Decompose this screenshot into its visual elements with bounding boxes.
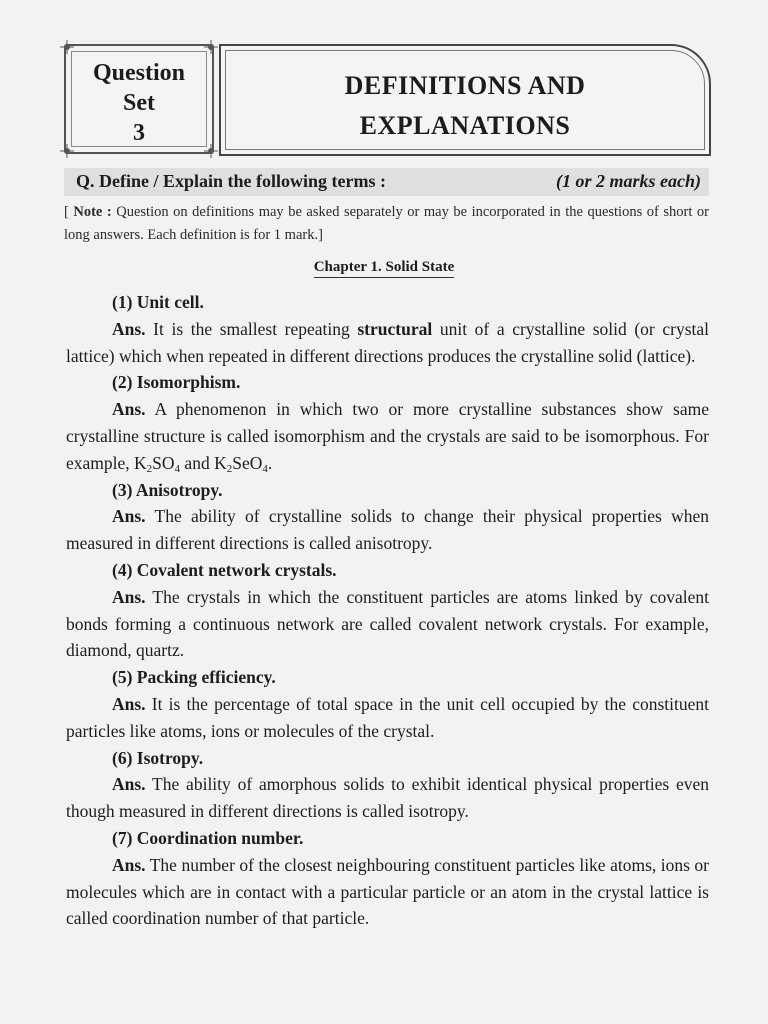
chapter-title: Chapter 1. Solid State bbox=[314, 259, 455, 278]
note-text: Question on definitions may be asked separately or may be incorporated in the questions of short or long answers. Each definition is for 1 mark.] bbox=[64, 204, 709, 243]
formula-subscript: 4 bbox=[174, 462, 181, 475]
formula-k2seo4 bbox=[214, 453, 268, 473]
ornament-corner-icon bbox=[60, 40, 74, 54]
answer-text: The ability of amorphous solids to exhibit identical physical properties even though measured in different directions is called isotropy. bbox=[66, 774, 709, 822]
answer-paragraph bbox=[66, 584, 709, 664]
page-title bbox=[221, 66, 709, 146]
formula-k2so4 bbox=[134, 453, 180, 473]
answer-paragraph bbox=[66, 691, 709, 745]
question-instruction: Q. Define / Explain the following terms : bbox=[76, 171, 386, 191]
formula-part: SO bbox=[152, 452, 175, 473]
note-paragraph bbox=[64, 201, 709, 247]
question-bar bbox=[64, 168, 709, 196]
answer-label: Ans. bbox=[112, 506, 146, 527]
ornament-corner-icon bbox=[204, 40, 218, 54]
answer-paragraph bbox=[66, 852, 709, 932]
answer-text: unit of a crystalline solid (or crystal lattice) which when repeated in different directions produces the crystalline solid (lattice). bbox=[66, 318, 709, 366]
title-line-2: EXPLANATIONS bbox=[359, 111, 571, 140]
answer-paragraph bbox=[66, 316, 709, 370]
qset-line-3: 3 bbox=[133, 120, 145, 146]
answer-label: Ans. bbox=[112, 399, 146, 420]
answer-text: and bbox=[180, 452, 215, 473]
answer-bold-word: structural bbox=[357, 318, 433, 339]
term-heading: (5) Packing efficiency. bbox=[112, 667, 276, 688]
answer-text: A phenomenon in which two or more crystalline substances show same crystalline structure is called isomorphism and the crystals are said to be isomorphous. For example, bbox=[66, 399, 709, 473]
term-heading: (3) Anisotropy. bbox=[112, 479, 223, 500]
term-heading: (2) Isomorphism. bbox=[112, 372, 241, 393]
answer-text: It is the percentage of total space in the unit cell occupied by the constituent particles like atoms, ions or molecules of the crystal. bbox=[66, 693, 709, 741]
answer-label: Ans. bbox=[112, 774, 146, 795]
chapter-heading bbox=[0, 259, 768, 276]
definitions-list bbox=[66, 289, 709, 932]
formula-subscript: 2 bbox=[146, 462, 153, 475]
answer-label: Ans. bbox=[112, 318, 146, 339]
formula-subscript: 2 bbox=[226, 462, 233, 475]
term-heading: (1) Unit cell. bbox=[112, 292, 204, 312]
formula-part: SeO bbox=[232, 452, 263, 473]
answer-label: Ans. bbox=[112, 693, 146, 714]
title-line-1: DEFINITIONS AND bbox=[344, 71, 586, 100]
answer-paragraph bbox=[66, 771, 709, 825]
term-heading: (6) Isotropy. bbox=[112, 747, 204, 768]
formula-part: K bbox=[214, 452, 227, 473]
note-open: [ bbox=[64, 204, 74, 220]
qset-line-2: Set bbox=[123, 90, 155, 116]
question-set-label bbox=[66, 58, 212, 148]
term-heading: (4) Covalent network crystals. bbox=[112, 559, 337, 580]
answer-paragraph bbox=[66, 396, 709, 476]
answer-text: The number of the closest neighbouring constituent particles like atoms, ions or molecules which are in contact with a particular particle or an atom in the crystal lattice is called coordination number of that particle. bbox=[66, 854, 709, 929]
answer-text: The ability of crystalline solids to change their physical properties when measured in different directions is called anisotropy. bbox=[66, 506, 709, 554]
qset-line-1: Question bbox=[92, 60, 185, 86]
answer-label: Ans. bbox=[112, 854, 146, 875]
formula-subscript: 4 bbox=[262, 462, 268, 475]
answer-text: The crystals in which the constituent particles are atoms linked by covalent bonds forming a continuous network are called covalent network crystals. For example, diamond, quartz. bbox=[66, 586, 709, 661]
title-box bbox=[219, 44, 711, 156]
answer-label: Ans. bbox=[112, 586, 146, 607]
term-heading: (7) Coordination number. bbox=[112, 827, 304, 848]
answer-text: . bbox=[267, 452, 273, 473]
note-label: Note : bbox=[73, 204, 112, 220]
answer-text: It is the smallest repeating bbox=[145, 318, 358, 339]
answer-paragraph bbox=[66, 503, 709, 557]
marks-info: (1 or 2 marks each) bbox=[556, 171, 701, 191]
question-set-box bbox=[64, 44, 214, 154]
formula-part: K bbox=[134, 452, 147, 473]
